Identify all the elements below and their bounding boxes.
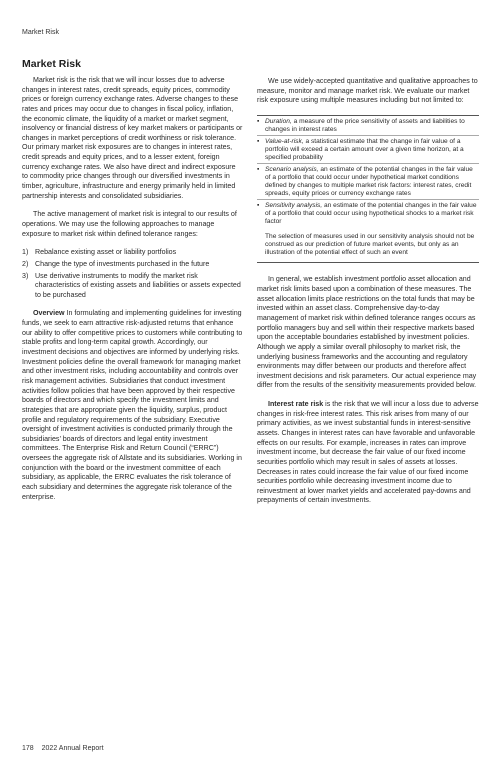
measure-term: Duration, — [265, 117, 292, 125]
right-column — [257, 58, 479, 515]
list-item-text: Use derivative instruments to modify the market risk characteristics of existing assets and liabilities or assets expected to be purchased — [35, 271, 241, 299]
list-item — [22, 272, 243, 301]
list-item-number: 1) — [22, 248, 29, 257]
measure-term: Value-at-risk, — [265, 137, 304, 145]
bullet-icon: ▪ — [257, 166, 260, 174]
page-footer — [22, 745, 104, 752]
measure-term: Scenario analysis, — [265, 166, 319, 174]
bullet-icon: ▪ — [257, 137, 260, 145]
list-item — [257, 164, 479, 200]
list-item-text: Rebalance existing asset or liability portfolios — [35, 248, 177, 257]
report-title: 2022 Annual Report — [41, 745, 104, 752]
management-approach-paragraph: The active management of market risk is integral to our results of operations. We may use the following approaches to manage exposure to market risk within defined tolerance ranges: — [22, 210, 237, 238]
risk-measures-list — [257, 116, 479, 227]
measurement-intro-paragraph: We use widely-accepted quantitative and qualitative approaches to measure, monitor and manage market risk. We evaluate our market risk exposure using multiple measures including but not limited to: — [257, 77, 478, 105]
measure-text — [265, 118, 479, 134]
list-item — [22, 260, 243, 270]
market-risk-definition-paragraph: Market risk is the risk that we will incur losses due to adverse changes in interest rates, credit spreads, equity prices, commodity prices or foreign currency exchange rates. Adverse changes to these rates and prices may occur due to changes in fiscal policy, inflation, the economic climate, the liquidity of a market or market segment, insolvency or financial distress of key market makers or participants or changes in market perceptions of credit worthiness or risk tolerance. Our primary market risk exposures are to changes in interest rates, credit spreads and equity prices, and to a lesser extent, foreign currency exchange rates. We also have direct and indirect exposure to commodity price changes through our diversified investments in timber, agriculture, infrastructure and energy primarily held in limited partnership interests and consolidated subsidiaries. — [22, 76, 243, 200]
list-item-number: 2) — [22, 259, 29, 268]
left-column — [22, 58, 243, 511]
measure-description: a measure of the price sensitivity of assets and liabilities to changes in interest rates — [265, 117, 465, 133]
page-number: 178 — [22, 745, 34, 752]
asset-allocation-paragraph: In general, we establish investment portfolio asset allocation and market risk limits based upon a combination of these measures. The asset allocation limits place restrictions on the total funds that may be invested within an asset class. Comprehensive day-to-day management of market risk within defined tolerance ranges occurs as portfolio managers buy and sell within their respective markets based upon the acceptable boundaries established by investment policies. Although we apply a similar overall philosophy to market risk, the underlying business frameworks and the accounting and regulatory environments may differ between our products and therefore affect investment decisions and risk parameters. Our actual experience may differ from the results of the sensitivity measurements provided below. — [257, 275, 477, 390]
list-item — [257, 136, 479, 164]
overview-run-in-heading: Overview — [33, 309, 65, 318]
measures-note: The selection of measures used in our sensitivity analysis should not be construed as our prediction of future market events, but only as an illustration of the potential effect of such an event — [265, 233, 475, 257]
bullet-icon: ▪ — [257, 117, 260, 125]
bullet-icon: ▪ — [257, 202, 260, 210]
measure-description: an estimate of the potential changes in the fair value of a portfolio that could occur under hypothetical market conditions defined by changes to multiple market risk factors: interest rates, credit spreads, equity prices or currency exchange rates — [265, 166, 473, 198]
list-item — [257, 200, 479, 227]
measure-term: Sensitivity analysis, — [265, 202, 323, 210]
measure-text — [265, 202, 479, 226]
list-item-number: 3) — [22, 271, 29, 280]
section-heading: Market Risk — [22, 58, 81, 70]
measure-description: an estimate of the potential changes in the fair value of a portfolio that could occur using hypothetical shocks to a market risk factor — [265, 202, 477, 226]
approaches-list — [22, 248, 243, 300]
running-header: Market Risk — [22, 29, 59, 36]
interest-rate-risk-paragraph — [257, 400, 479, 506]
measure-description: a statistical estimate that the change in fair value of a portfolio will exceed a certain amount over a given time horizon, at a specified probability — [265, 137, 464, 162]
interest-rate-risk-run-in-heading: Interest rate risk — [268, 400, 324, 409]
list-item-text: Change the type of investments purchased in the future — [35, 259, 210, 268]
list-item — [22, 248, 243, 258]
list-item — [257, 116, 479, 136]
overview-paragraph — [22, 309, 243, 502]
measure-text — [265, 166, 479, 198]
interest-rate-risk-text: is the risk that we will incur a loss due to adverse changes in risk-free interest rates. This risk arises from many of our primary activities, as we invest substantial funds in interest-sensitive assets. Changes in interest rates can have favorable and unfavorable effects on our results. For example, increases in rates can improve investment income, but decrease the fair value of our fixed income securities portfolio which may result in sales of assets at losses. Decreases in rates could increase the fair value of our fixed income securities portfolio while decreasing investment income due to reinvestment at lower market yields and accelerated pay-downs and prepayments of certain investments. — [257, 400, 479, 505]
measure-text — [265, 138, 479, 162]
overview-text: In formulating and implementing guidelines for investing funds, we seek to earn attractive risk-adjusted returns that enhance our ability to offer competitive prices to customers while contributing to stable profits and long-term capital growth. Accordingly, our investment decisions and objectives are informed by underlying risks. Investment policies define the overall framework for managing market and other investment risks, including accountability and controls over risk management activities. Subsidiaries that conduct investment activities follow policies that have been approved by their respective boards of directors and which specify the investment limits and strategies that are appropriate given the liquidity, surplus, product profile and regulatory requirements of the subsidiary. Executive oversight of investment activities is conducted primarily through the subsidiaries’ boards of directors and legal entity investment committees. The Enterprise Risk and Return Council (“ERRC”) oversees the aggregate risk of Allstate and its subsidiaries. Working in conjunction with the board or the investment committee of each subsidiary, as applicable, the ERRC evaluates the risk tolerance of each subsidiary and determines the aggregate risk tolerance of the enterprise. — [22, 309, 243, 501]
risk-measures-box — [257, 115, 479, 263]
